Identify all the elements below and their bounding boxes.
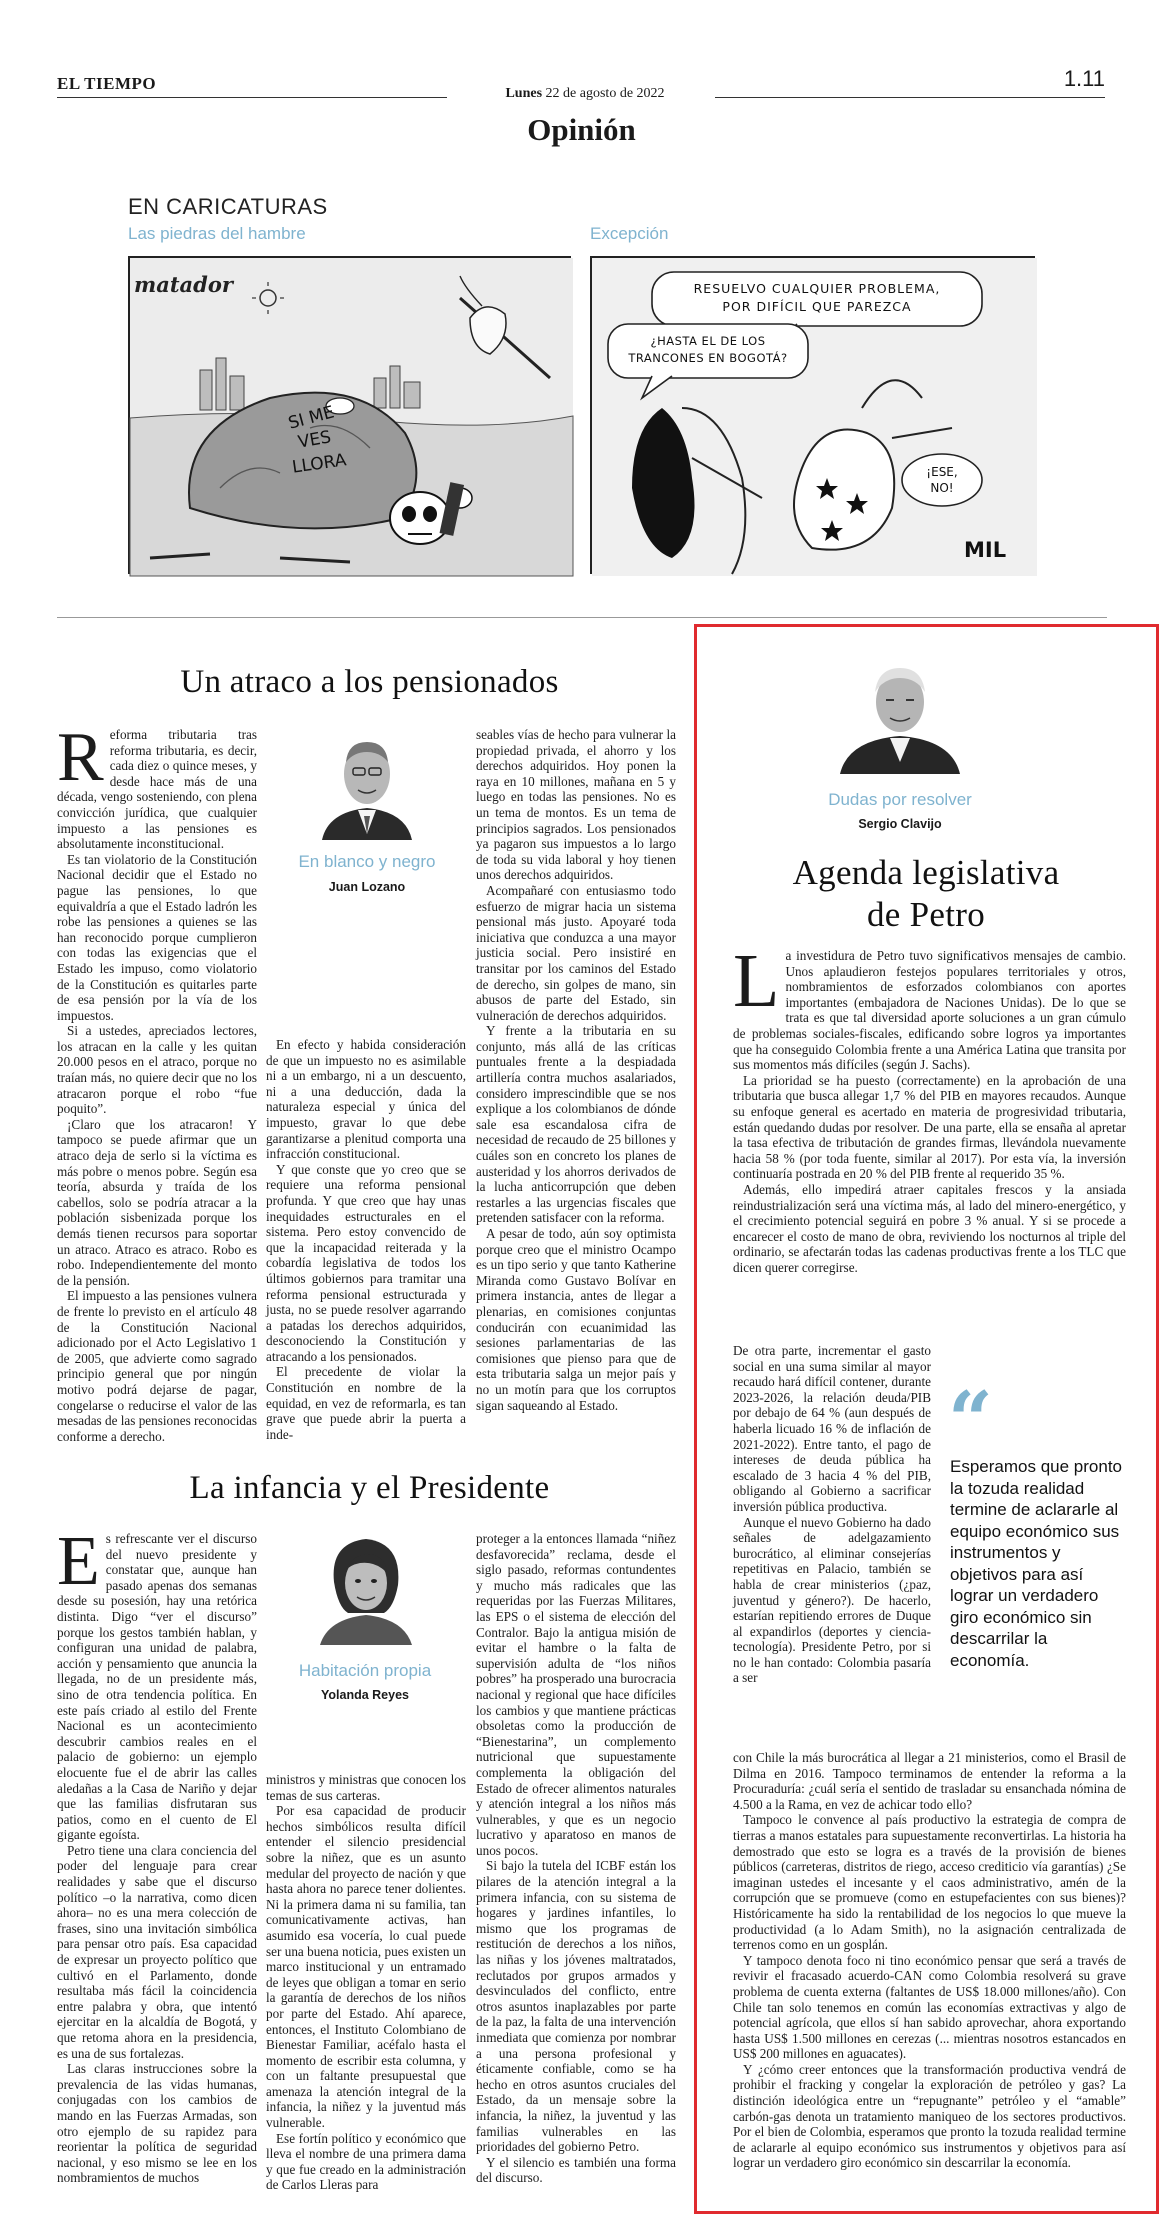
- article-1-author-photo: [318, 722, 416, 840]
- article-2-col2-p3: Ese fortín político y económico que lleva el nombre de una primera dama y que fue creado en la administración de Carlos Lleras para: [266, 2130, 466, 2193]
- article-2-col1-p2: Petro tiene una clara conciencia del poder del lenguaje para crear realidades y sabe que el discurso político –o la narrativa, como dicen ahora– no es una mera colección de frases, sino una invitación simbólica para pensar otro país. Esa capacidad de expresar un proyecto político que cultivó en el Parlamento, donde resultaba más fácil la coincidencia entre palabra y obra, que intentó ejercitar en la alcaldía de Bogotá, y que retoma ahora en la presidencia, es una de sus fortalezas.: [57, 1842, 257, 2061]
- article-3-p9: Y ¿cómo creer entonces que la transformación productiva vendrá de prohibir el fracking y congelar la exploración de petróleo y gas? La distinción ideológica entre un “repugnante” petróleo y el “amable” carbón-gas denota un tratamiento maniqueo de los sectores productivos. Por el bien de Colombia, esperamos que pronto la tozuda realidad termine de aclararle al equipo económico sus instrumentos y objetivos para así lograr un verdadero giro económico sin descarrilar la economía.: [733, 2061, 1126, 2171]
- article-3-body-top: [733, 939, 1126, 1336]
- article-1-col1-p5: El impuesto a las pensiones vulnera de frente lo previsto en el artículo 48 de la Constitución Nacional adicionado por el Acto Legislativo 1 de 2005, que advierte como sagrado principio general que por ningún motivo podrá dejarse de pagar, congelarse o reducirse el valor de las mesadas de las pensiones reconocidas conforme a derecho.: [57, 1288, 257, 1444]
- article-2-col3-p2: Si bajo la tutela del ICBF están los pilares de la atención integral a la primera infancia, con su sistema de hogares y jardines infantiles, lo mismo que los programas de restitución de derechos a los niños, las niñas y los jóvenes maltratados, reclutados por grupos armados y desvinculados del conflicto, entre otros asuntos inaplazables por parte de la paz, la falta de una intervención inmediata que comienza por nombrar a una persona profesional y éticamente confiable, como se ha hecho en otros asuntos cruciales del Estado, da un mensaje sobre la infancia, la niñez, la juventud y las familias vulnerables en las prioridades del gobierno Petro.: [476, 1858, 676, 2155]
- article-3-p4: De otra parte, incrementar el gasto social en una suma similar al mayor recaudo hará difícil contener, durante 2023-2026, la relación deuda/PIB por debajo de 64 % (aun después de haberla licuado 16 % de inflación de 2021-2022). Entre tanto, el pago de intereses de deuda pública ha escalado de 3 hacia 4 % del PIB, obligando al Gobierno a sacrificar inversión pública productiva.: [733, 1343, 931, 1514]
- cartoon-right-bubble-1: [652, 280, 982, 316]
- header-rule-left: [57, 97, 447, 98]
- cartoon-left-rock-text-2: VES: [296, 427, 333, 453]
- article-2-col2-p1: ministros y ministras que conocen los temas de sus carteras.: [266, 1772, 466, 1803]
- article-3-pull-quote: Esperamos que pronto la tozuda realidad termine de aclararle al equipo económico sus instrumentos y objetivos para así lograr un verdadero giro económico sin descarrilar la economía.: [950, 1457, 1122, 1670]
- article-1-col1-p2: Es tan violatorio de la Constitución Nacional decidir que el Estado no pague las pensiones, lo que equivaldría a que el Estado ladrón les robe las pensiones a quienes se las han reconocido porque cumplieron con todas las exigencias que el Estado les impuso, como violatorio de la Constitución es quitarles parte de esa pensión por la vía de los impuestos.: [57, 851, 257, 1023]
- article-2-col3-p3: Y el silencio es también una forma del discurso.: [476, 2154, 676, 2186]
- section-separator: [57, 617, 1107, 618]
- cartoon-left-signature: matador: [134, 272, 233, 297]
- article-2-author: Yolanda Reyes: [320, 1688, 409, 1702]
- article-3-p6: con Chile la más burocrática al llegar a 21 ministerios, como el Brasil de Dilma en 2016. Tampoco terminamos de entender la reforma a la Procuraduría: ¿cuál sería el sentido de trasladar su ensanchada nómina de 4.500 a la Rama, en vez de achicar todo ello?: [733, 1750, 1126, 1812]
- article-1-col3-p2: Acompañaré con entusiasmo todo esfuerzo de migrar hacia un sistema pensional más justo. Apoyaré toda iniciativa que conduzca a una mayor justicia social. Pero insistiré en transitar por los caminos del Estado de derecho, sin golpes de mano, sin abusos de parte del Estado, sin vulneración de derechos adquiridos.: [476, 882, 676, 1023]
- article-1-author: Juan Lozano: [328, 880, 406, 894]
- cartoon-right-bubble-2-line-1: ¿HASTA EL DE LOS: [650, 334, 766, 348]
- date-rest: 22 de agosto de 2022: [545, 86, 665, 101]
- article-3-body-bottom: [733, 1750, 1126, 2202]
- article-1-col2-p1: En efecto y habida consideración de que un impuesto no es asimilable ni a un embargo, ni a un descuento, ni a una deducción, dada la naturaleza especial y única del impuesto, gravar lo que debe garantizarse a plenitud comporta una infracción constitucional.: [266, 1037, 466, 1162]
- article-3-dropcap: L: [733, 939, 780, 1023]
- article-1-col1-p4: ¡Claro que los atracaron! Y tampoco se puede afirmar que un atraco deja de serlo si la víctima es más pobre o menos pobre. Según esa teoría, absurda y traída de los cabellos, solo se podría atracar a la población sisbenizada porque los demás tienen recursos para soportar un atraco. Atraco es atraco. Robo es robo. Independientemente del monto de la pensión.: [57, 1116, 257, 1288]
- page-date: [505, 86, 665, 102]
- cartoon-right-caption: Excepción: [590, 224, 669, 243]
- article-3-author: Sergio Clavijo: [858, 817, 942, 831]
- article-1-col3-p1: seables vías de hecho para vulnerar la propiedad privada, el ahorro y los derechos adquiridos. Hoy ponen la raya en 10 millones, mañana en 5 y luego en todas las pensiones. No es un tema de montos. Es un tema de principios sagrados. Los pensionados ya pagaron sus impuestos a lo largo de toda su vida laboral y hoy tienen unos derechos adquiridos.: [476, 727, 676, 883]
- article-1-dropcap: R: [57, 719, 104, 796]
- page-number: 1.11: [1063, 66, 1105, 91]
- article-2-column-3: [476, 1531, 676, 2203]
- article-3-p5: Aunque el nuevo Gobierno ha dado señales de adelgazamiento burocrático, al eliminar consejerías repetitivas en Palacio, también se habla de crear ministerios (¿paz, juventud y género?). De hacerlo, estarían repitiendo errores de Duque al expandirlos (deportes y ciencia-tecnología). Presidente Petro, por si no le han contado: Colombia pasaría a ser: [733, 1514, 931, 1686]
- article-1-col1-p3: Si a ustedes, apreciados lectores, los atracan en la calle y les quitan 20.000 pesos en el atraco, porque no traían más, no quiere decir que no los atracaron porque el robo “fue poquito”.: [57, 1023, 257, 1117]
- article-3-p1: a investidura de Petro tuvo significativos mensajes de cambio. Unos aplaudieron festejos populares territoriales y otros, nombramientos de esforzados colombianos con aportes importantes (embajadora de Naciones Unidas). De lo que se trata es que tal diversidad aporte soluciones a un gran cúmulo de problemas sociales-fiscales, edificando sobre logros ya importantes que ha conseguido Colombia frente a una América Latina que transita por sus momentos más difíciles (según J. Sachs).: [733, 948, 1126, 1073]
- masthead: EL TIEMPO: [57, 74, 157, 93]
- section-title: Opinión: [527, 112, 636, 147]
- article-2-col3-p1: proteger a la entonces llamada “niñez desfavorecida” reclama, desde el siglo pasado, reformas contundentes y mucho más radicales que las requeridas por las Fuerzas Militares, las EPS o el sistema de elección del Contralor. Bajo la antigua misión de evitar el hambre o la falta de supervisión adulta de “los niños pobres” ha prosperado una burocracia nacional y regional que hace difíciles los cambios y que mantiene prácticas obsoletas como la producción de “Bienestarina”, un complemento nutricional que supuestamente complementa la obligación del Estado de ofrecer alimentos naturales y atención integral a los niños más vulnerables, y que es un negocio lucrativo y aparatoso en manos de unos pocos.: [476, 1531, 676, 1858]
- cartoon-left-rock-text-3: LLORA: [290, 450, 348, 478]
- cartoon-left-caption: Las piedras del hambre: [128, 224, 306, 243]
- cartoon-left-rock-text-1: SI ME: [286, 402, 337, 434]
- article-3-p8: Y tampoco denota foco ni tino económico pensar que será a través de revivir el fracasado acuerdo-CAN como Colombia resolverá su grave problema de cuenta externa (faltantes de US$ 18.000 millones/año). Con Chile tan solo tenemos en común las economías extractivas y algo de potencial agrícola, que ellos sí han sabido aprovechar, ahora exportando hasta US$ 1.500 millones en cerezas (... mientras nosotros estancados en US$ 200 millones en aguacates).: [733, 1952, 1126, 2062]
- article-1-column-name: En blanco y negro: [298, 852, 436, 871]
- article-2-col1-p1: s refrescante ver el discurso del nuevo presidente y constatar que, aunque han pasado apenas dos semanas desde su posesión, hay una retórica distinta. Digo “ver el discurso” porque los gestos también hablan, y configuran una unidad de palabra, acción y pensamiento que anuncia la llegada, no de un presidente más, sino de otra tendencia política. En este país criado al estilo del Frente Nacional es un acontecimiento descubrir cambios reales en el palacio de gobierno: un ejemplo elocuente fue el de abrir las calles aledañas a la Casa de Nariño y dejar que las familias disfrutaran sus patios, como en el cuento de El gigante egoísta.: [57, 1531, 257, 1843]
- article-2-author-portrait: [314, 1527, 418, 1645]
- article-3-p2: La prioridad se ha puesto (correctamente) en la aprobación de una tributaria que busca allegar 1,7 % del PIB en mayores recaudos. Aunque su enfoque general es acertado en materia de progresividad tributaria, están quedando dudas por resolver. De una parte, ella se ensaña al apretar la tasa efectiva de tributación de grandes firmas, llevándola nuevamente hacia 58 % (por toda fuente, similar al 2017). Por esta vía, la inversión continuaría postrada en 20 % del PIB frente al requerido 35 %.: [733, 1072, 1126, 1182]
- cartoon-right-bubble-1-line-2: POR DIFÍCIL QUE PAREZCA: [722, 299, 912, 314]
- article-2-column-name: Habitación propia: [298, 1661, 432, 1680]
- cartoon-left-drawing: [130, 258, 573, 576]
- cartoon-right-bubble-2-line-2: TRANCONES EN BOGOTÁ?: [628, 351, 788, 365]
- article-1-column-3: [476, 727, 676, 1430]
- article-3-p3: Además, ello impedirá atraer capitales frescos y la ansiada reindustrialización será una víctima más, al lado del minero-energético, y el crecimiento potencial seguirá en pobre 3 % anual. Y si se procede a encarecer el costo de mano de obra, reviviendo los nocturnos al triple del ordinario, se afectarán todas las cadenas productivas frente a los TLC que dicen querer corregirse.: [733, 1181, 1126, 1275]
- article-2-column-2: [266, 1772, 466, 2203]
- article-2-paragraph: [57, 1523, 257, 1843]
- cartoon-right-bubble-2: [608, 333, 808, 367]
- article-2-author-photo: [314, 1527, 418, 1645]
- cartoon-right-bubble-3-line-2: NO!: [930, 481, 954, 495]
- article-3-column-name: Dudas por resolver: [828, 790, 972, 809]
- cartoon-right-signature: MIL: [964, 538, 1007, 562]
- article-1-col2-p3: El precedente de violar la Constitución en nombre de la equidad, en vez de reformarla, es tan grave que puede abrir la puerta a inde-: [266, 1364, 466, 1442]
- article-2-column-1: [57, 1523, 257, 2203]
- article-2-col2-p2: Por esa capacidad de producir hechos simbólicos resulta difícil entender el silencio presidencial sobre la niñez, que es un asunto medular del proyecto de nación y que hasta ahora no parece tener dolientes. Ni la primera dama ni su familia, tan comunicativamente activas, han asumido esa vocería, lo cual puede ser una buena noticia, pues existen un marco institucional y un entramado de leyes que obligan a tomar en serio la garantía de derechos de los niños por parte del Estado. Ahí aparece, entonces, el Instituto Colombiano de Bienestar Familiar, acéfalo hasta el momento de escribir esta columna, y con un faltante presupuestal que amenaza la atención integral de la infancia, la niñez y la juventud más vulnerable.: [266, 1803, 466, 2131]
- article-3-author-portrait: [838, 652, 962, 774]
- article-1-title: Un atraco a los pensionados: [180, 664, 559, 700]
- article-2-title: La infancia y el Presidente: [189, 1470, 550, 1506]
- article-2-dropcap: E: [57, 1523, 100, 1600]
- article-1-col1-p1: eforma tributaria tras reforma tributaria, es decir, cada diez o quince meses, y desde hace más de una década, vengo sosteniendo, con plena convicción jurídica, que cualquier impuesto a las pensiones es absolutamente inconstitucional.: [57, 727, 257, 852]
- cartoon-right-bubble-3-line-1: ¡ESE,: [926, 465, 958, 479]
- article-1-author-portrait: [318, 722, 416, 840]
- cartoon-right-bubble-1-line-1: RESUELVO CUALQUIER PROBLEMA,: [693, 281, 941, 296]
- article-3-title: [700, 852, 1152, 936]
- date-day: Lunes: [505, 86, 543, 101]
- article-1-col3-p4: A pesar de todo, aún soy optimista porque creo que el ministro Ocampo es un tipo serio y que tanto Katherine Miranda como Gustavo Bolívar en primera instancia, antes de llegar a plenarias, en comisiones conjuntas conducirán con ecuanimidad las sesiones parlamentarias de las comisiones que pienso para que de esta tributaria salga un mejor país y no un motín para que los corruptos sigan saqueando al Estado.: [476, 1226, 676, 1413]
- cartoon-right-bubble-3: [902, 464, 982, 496]
- article-3-p7: Tampoco le convence al país productivo la estrategia de compra de tierras a manos estatales para supuestamente reconvertirlas. La historia ha demostrado que esto se logra es a través de la provisión de bienes públicos (carreteras, distritos de riego, acceso crediticio vía garantías) ¿Se imaginan ustedes el incesante y el caos administrativo, amén de la corrupción que se promueve (como en estupefacientes con sus bienes)? Históricamente ha sido la rentabilidad de los negocios lo que mueve la productividad (a lo Adam Smith), no la asignación centralizada de terrenos como en un gosplán.: [733, 1812, 1126, 1953]
- cartoon-right: [590, 256, 1035, 574]
- article-2-col1-p3: Las claras instrucciones sobre la prevalencia de las vidas humanas, conjugadas con los cambios de mando en las Fuerzas Armadas, son otro ejemplo de su rapidez para reorientar la política de seguridad nacional, y eso mismo se lee en los nombramientos de muchos: [57, 2061, 257, 2186]
- article-3-body-narrow: [733, 1343, 931, 1743]
- cartoon-left: [128, 256, 571, 574]
- header-rule-right: [715, 97, 1105, 98]
- article-3-title-line-1: Agenda legislativa: [792, 853, 1060, 892]
- quote-mark-icon: “: [948, 1375, 993, 1466]
- article-1-col3-p3: Y frente a la tributaria en su conjunto, más allá de las críticas puntuales frente a la despiadada artillería contra muchos asalariados, considero imprescindible que se nos explique a los colombianos de dónde sale esa escandalosa cifra de necesidad de recaudo de 25 billones y cuáles son en concreto los planes de austeridad y los ahorros derivados de la lucha anticorrupción que deben restarles a las urgencias fiscales que pretenden satisfacer con la reforma.: [476, 1023, 676, 1226]
- cartoons-heading: EN CARICATURAS: [128, 194, 328, 219]
- article-1-column-1: [57, 719, 257, 1444]
- article-3-title-line-2: de Petro: [866, 895, 986, 934]
- article-1-paragraph: [57, 719, 257, 852]
- article-3-author-photo: [838, 652, 962, 774]
- article-1-column-2: [266, 1037, 466, 1442]
- article-1-col2-p2: Y que conste que yo creo que se requiere una reforma pensional profunda. Y que creo que hay unas inequidades estructurales en el sistema. Pero estoy convencido de que la incapacidad reiterada y la cobardía legislativa de todos los últimos gobiernos para tramitar una reforma pensional estructurada y justa, no se puede resolver agarrando a patadas los derechos adquiridos, desconociendo la Constitución y atracando a los pensionados.: [266, 1161, 466, 1364]
- article-3-paragraph: [733, 939, 1126, 1073]
